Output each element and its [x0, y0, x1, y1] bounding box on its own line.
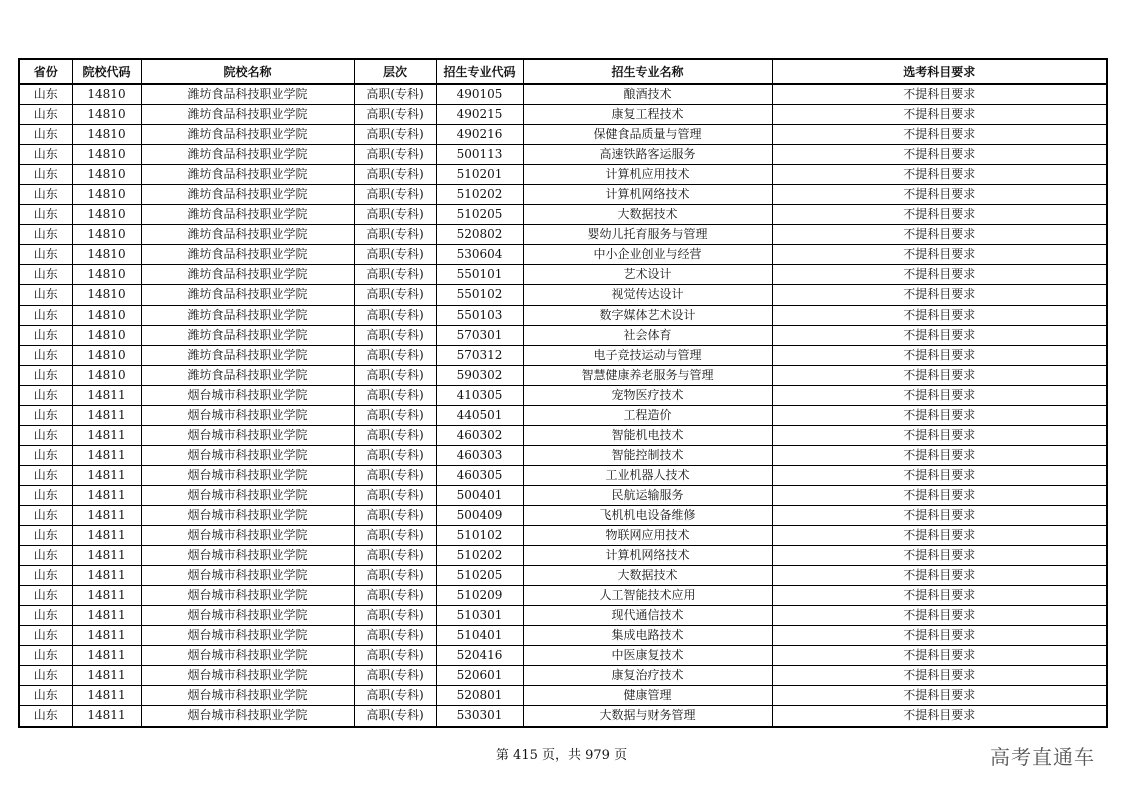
cell-school-code: 14811	[72, 465, 141, 485]
cell-subject-requirement: 不提科目要求	[772, 425, 1107, 445]
cell-major-name: 社会体育	[523, 325, 772, 345]
table-row	[19, 405, 1107, 425]
cell-school-code: 14810	[72, 105, 141, 125]
cell-school-code: 14810	[72, 305, 141, 325]
cell-school-code: 14811	[72, 405, 141, 425]
cell-subject-requirement: 不提科目要求	[772, 84, 1107, 105]
cell-school-code: 14810	[72, 205, 141, 225]
cell-major-name: 视觉传达设计	[523, 285, 772, 305]
cell-major-name: 数字媒体艺术设计	[523, 305, 772, 325]
cell-school-code: 14811	[72, 626, 141, 646]
cell-subject-requirement: 不提科目要求	[772, 145, 1107, 165]
cell-school-name: 潍坊食品科技职业学院	[141, 125, 354, 145]
cell-major-name: 集成电路技术	[523, 626, 772, 646]
table-row	[19, 105, 1107, 125]
cell-school-name: 潍坊食品科技职业学院	[141, 105, 354, 125]
cell-subject-requirement: 不提科目要求	[772, 666, 1107, 686]
table-row	[19, 205, 1107, 225]
cell-school-name: 烟台城市科技职业学院	[141, 425, 354, 445]
cell-school-code: 14810	[72, 365, 141, 385]
cell-major-code: 460303	[436, 445, 523, 465]
cell-school-name: 烟台城市科技职业学院	[141, 706, 354, 727]
cell-level: 高职(专科)	[354, 225, 436, 245]
admission-table	[18, 58, 1108, 728]
cell-subject-requirement: 不提科目要求	[772, 305, 1107, 325]
cell-level: 高职(专科)	[354, 666, 436, 686]
table-row	[19, 686, 1107, 706]
cell-level: 高职(专科)	[354, 445, 436, 465]
cell-level: 高职(专科)	[354, 586, 436, 606]
cell-school-name: 烟台城市科技职业学院	[141, 385, 354, 405]
cell-subject-requirement: 不提科目要求	[772, 385, 1107, 405]
cell-major-name: 康复治疗技术	[523, 666, 772, 686]
cell-major-code: 510202	[436, 546, 523, 566]
cell-school-code: 14811	[72, 686, 141, 706]
cell-subject-requirement: 不提科目要求	[772, 125, 1107, 145]
cell-major-name: 大数据与财务管理	[523, 706, 772, 727]
cell-province: 山东	[19, 626, 72, 646]
cell-level: 高职(专科)	[354, 165, 436, 185]
cell-level: 高职(专科)	[354, 485, 436, 505]
table-row	[19, 566, 1107, 586]
cell-major-name: 智慧健康养老服务与管理	[523, 365, 772, 385]
cell-province: 山东	[19, 145, 72, 165]
cell-school-code: 14810	[72, 225, 141, 245]
table-row	[19, 245, 1107, 265]
cell-major-code: 510202	[436, 185, 523, 205]
cell-school-name: 烟台城市科技职业学院	[141, 505, 354, 525]
cell-major-name: 计算机应用技术	[523, 165, 772, 185]
cell-major-code: 520801	[436, 686, 523, 706]
header-province: 省份	[19, 59, 72, 84]
cell-province: 山东	[19, 566, 72, 586]
cell-school-code: 14810	[72, 345, 141, 365]
cell-school-code: 14811	[72, 385, 141, 405]
cell-major-code: 410305	[436, 385, 523, 405]
cell-school-code: 14810	[72, 325, 141, 345]
cell-school-name: 潍坊食品科技职业学院	[141, 265, 354, 285]
cell-school-code: 14810	[72, 185, 141, 205]
cell-level: 高职(专科)	[354, 285, 436, 305]
table-body	[19, 84, 1107, 727]
cell-school-name: 烟台城市科技职业学院	[141, 485, 354, 505]
cell-major-name: 电子竞技运动与管理	[523, 345, 772, 365]
table-row	[19, 365, 1107, 385]
cell-school-code: 14811	[72, 505, 141, 525]
cell-province: 山东	[19, 485, 72, 505]
cell-province: 山东	[19, 445, 72, 465]
cell-school-code: 14811	[72, 445, 141, 465]
cell-school-name: 潍坊食品科技职业学院	[141, 225, 354, 245]
cell-major-name: 康复工程技术	[523, 105, 772, 125]
cell-subject-requirement: 不提科目要求	[772, 205, 1107, 225]
table-row	[19, 325, 1107, 345]
cell-major-name: 婴幼儿托育服务与管理	[523, 225, 772, 245]
cell-subject-requirement: 不提科目要求	[772, 485, 1107, 505]
cell-level: 高职(专科)	[354, 505, 436, 525]
table-row	[19, 425, 1107, 445]
page-number: 第 415 页，共 979 页	[495, 748, 628, 763]
admission-table-container	[18, 58, 1106, 728]
cell-major-name: 智能控制技术	[523, 445, 772, 465]
table-row	[19, 485, 1107, 505]
cell-school-code: 14811	[72, 706, 141, 727]
cell-major-code: 590302	[436, 365, 523, 385]
table-row	[19, 606, 1107, 626]
cell-level: 高职(专科)	[354, 706, 436, 727]
cell-school-name: 潍坊食品科技职业学院	[141, 285, 354, 305]
cell-level: 高职(专科)	[354, 325, 436, 345]
cell-subject-requirement: 不提科目要求	[772, 626, 1107, 646]
cell-major-code: 440501	[436, 405, 523, 425]
cell-major-name: 物联网应用技术	[523, 526, 772, 546]
cell-major-code: 550102	[436, 285, 523, 305]
cell-school-name: 烟台城市科技职业学院	[141, 666, 354, 686]
cell-school-code: 14811	[72, 546, 141, 566]
table-row	[19, 526, 1107, 546]
cell-major-name: 计算机网络技术	[523, 185, 772, 205]
cell-major-code: 510201	[436, 165, 523, 185]
cell-school-name: 烟台城市科技职业学院	[141, 606, 354, 626]
cell-school-name: 潍坊食品科技职业学院	[141, 205, 354, 225]
cell-school-name: 烟台城市科技职业学院	[141, 686, 354, 706]
cell-province: 山东	[19, 546, 72, 566]
cell-province: 山东	[19, 385, 72, 405]
cell-level: 高职(专科)	[354, 125, 436, 145]
cell-major-code: 530604	[436, 245, 523, 265]
cell-province: 山东	[19, 105, 72, 125]
cell-province: 山东	[19, 205, 72, 225]
cell-major-code: 530301	[436, 706, 523, 727]
cell-major-code: 490216	[436, 125, 523, 145]
cell-level: 高职(专科)	[354, 305, 436, 325]
cell-subject-requirement: 不提科目要求	[772, 225, 1107, 245]
cell-level: 高职(专科)	[354, 105, 436, 125]
table-row	[19, 125, 1107, 145]
cell-level: 高职(专科)	[354, 365, 436, 385]
cell-school-code: 14811	[72, 606, 141, 626]
cell-province: 山东	[19, 465, 72, 485]
table-row	[19, 626, 1107, 646]
cell-school-code: 14810	[72, 165, 141, 185]
cell-subject-requirement: 不提科目要求	[772, 405, 1107, 425]
cell-school-name: 烟台城市科技职业学院	[141, 626, 354, 646]
header-school-name: 院校名称	[141, 59, 354, 84]
cell-school-name: 烟台城市科技职业学院	[141, 646, 354, 666]
cell-subject-requirement: 不提科目要求	[772, 345, 1107, 365]
cell-major-name: 中医康复技术	[523, 646, 772, 666]
cell-province: 山东	[19, 425, 72, 445]
cell-school-name: 潍坊食品科技职业学院	[141, 305, 354, 325]
cell-subject-requirement: 不提科目要求	[772, 365, 1107, 385]
cell-province: 山东	[19, 345, 72, 365]
cell-subject-requirement: 不提科目要求	[772, 185, 1107, 205]
cell-level: 高职(专科)	[354, 265, 436, 285]
cell-major-name: 人工智能技术应用	[523, 586, 772, 606]
table-row	[19, 165, 1107, 185]
cell-school-name: 烟台城市科技职业学院	[141, 546, 354, 566]
cell-major-code: 510209	[436, 586, 523, 606]
cell-subject-requirement: 不提科目要求	[772, 265, 1107, 285]
cell-major-code: 510205	[436, 566, 523, 586]
cell-province: 山东	[19, 84, 72, 105]
cell-province: 山东	[19, 526, 72, 546]
cell-school-name: 潍坊食品科技职业学院	[141, 145, 354, 165]
cell-school-code: 14810	[72, 285, 141, 305]
cell-province: 山东	[19, 586, 72, 606]
cell-province: 山东	[19, 165, 72, 185]
cell-school-name: 潍坊食品科技职业学院	[141, 365, 354, 385]
cell-major-name: 工程造价	[523, 405, 772, 425]
table-row	[19, 84, 1107, 105]
cell-subject-requirement: 不提科目要求	[772, 606, 1107, 626]
table-row	[19, 646, 1107, 666]
cell-level: 高职(专科)	[354, 345, 436, 365]
cell-level: 高职(专科)	[354, 626, 436, 646]
cell-province: 山东	[19, 606, 72, 626]
cell-level: 高职(专科)	[354, 245, 436, 265]
cell-level: 高职(专科)	[354, 606, 436, 626]
cell-province: 山东	[19, 305, 72, 325]
cell-major-code: 490105	[436, 84, 523, 105]
cell-school-name: 烟台城市科技职业学院	[141, 405, 354, 425]
cell-school-code: 14811	[72, 666, 141, 686]
header-major-code: 招生专业代码	[436, 59, 523, 84]
cell-major-name: 高速铁路客运服务	[523, 145, 772, 165]
cell-school-code: 14810	[72, 84, 141, 105]
cell-province: 山东	[19, 505, 72, 525]
cell-major-name: 保健食品质量与管理	[523, 125, 772, 145]
cell-level: 高职(专科)	[354, 405, 436, 425]
cell-major-code: 510205	[436, 205, 523, 225]
table-row	[19, 225, 1107, 245]
cell-subject-requirement: 不提科目要求	[772, 505, 1107, 525]
cell-level: 高职(专科)	[354, 526, 436, 546]
cell-major-name: 计算机网络技术	[523, 546, 772, 566]
cell-level: 高职(专科)	[354, 425, 436, 445]
cell-school-code: 14810	[72, 245, 141, 265]
cell-school-name: 烟台城市科技职业学院	[141, 586, 354, 606]
header-level: 层次	[354, 59, 436, 84]
cell-subject-requirement: 不提科目要求	[772, 706, 1107, 727]
table-header-row	[19, 59, 1107, 84]
cell-level: 高职(专科)	[354, 145, 436, 165]
cell-subject-requirement: 不提科目要求	[772, 445, 1107, 465]
cell-major-code: 500401	[436, 485, 523, 505]
cell-school-code: 14811	[72, 646, 141, 666]
cell-subject-requirement: 不提科目要求	[772, 165, 1107, 185]
cell-subject-requirement: 不提科目要求	[772, 105, 1107, 125]
table-row	[19, 445, 1107, 465]
cell-major-name: 民航运输服务	[523, 485, 772, 505]
cell-major-code: 520601	[436, 666, 523, 686]
cell-subject-requirement: 不提科目要求	[772, 546, 1107, 566]
cell-subject-requirement: 不提科目要求	[772, 245, 1107, 265]
header-school-code: 院校代码	[72, 59, 141, 84]
cell-school-code: 14811	[72, 425, 141, 445]
table-row	[19, 265, 1107, 285]
cell-province: 山东	[19, 125, 72, 145]
cell-major-code: 520416	[436, 646, 523, 666]
cell-major-code: 500409	[436, 505, 523, 525]
cell-province: 山东	[19, 185, 72, 205]
cell-school-name: 潍坊食品科技职业学院	[141, 185, 354, 205]
cell-major-code: 460302	[436, 425, 523, 445]
header-subject-requirement: 选考科目要求	[772, 59, 1107, 84]
cell-subject-requirement: 不提科目要求	[772, 646, 1107, 666]
cell-subject-requirement: 不提科目要求	[772, 285, 1107, 305]
table-row	[19, 385, 1107, 405]
cell-subject-requirement: 不提科目要求	[772, 566, 1107, 586]
cell-school-name: 烟台城市科技职业学院	[141, 465, 354, 485]
cell-school-code: 14811	[72, 485, 141, 505]
cell-level: 高职(专科)	[354, 686, 436, 706]
cell-level: 高职(专科)	[354, 205, 436, 225]
cell-subject-requirement: 不提科目要求	[772, 586, 1107, 606]
cell-subject-requirement: 不提科目要求	[772, 686, 1107, 706]
cell-school-name: 潍坊食品科技职业学院	[141, 325, 354, 345]
table-row	[19, 666, 1107, 686]
cell-major-code: 570312	[436, 345, 523, 365]
cell-province: 山东	[19, 706, 72, 727]
cell-subject-requirement: 不提科目要求	[772, 526, 1107, 546]
cell-school-code: 14810	[72, 125, 141, 145]
cell-level: 高职(专科)	[354, 185, 436, 205]
cell-major-name: 智能机电技术	[523, 425, 772, 445]
cell-major-name: 中小企业创业与经营	[523, 245, 772, 265]
cell-province: 山东	[19, 245, 72, 265]
cell-province: 山东	[19, 265, 72, 285]
cell-major-name: 工业机器人技术	[523, 465, 772, 485]
cell-major-code: 510401	[436, 626, 523, 646]
cell-major-code: 550103	[436, 305, 523, 325]
cell-province: 山东	[19, 646, 72, 666]
cell-major-code: 520802	[436, 225, 523, 245]
cell-school-code: 14810	[72, 145, 141, 165]
cell-major-code: 550101	[436, 265, 523, 285]
cell-major-code: 490215	[436, 105, 523, 125]
cell-major-name: 大数据技术	[523, 205, 772, 225]
table-row	[19, 145, 1107, 165]
cell-province: 山东	[19, 666, 72, 686]
table-row	[19, 285, 1107, 305]
table-row	[19, 706, 1107, 727]
cell-subject-requirement: 不提科目要求	[772, 465, 1107, 485]
table-row	[19, 586, 1107, 606]
cell-school-name: 烟台城市科技职业学院	[141, 566, 354, 586]
cell-major-code: 510301	[436, 606, 523, 626]
cell-school-name: 潍坊食品科技职业学院	[141, 84, 354, 105]
cell-major-name: 酿酒技术	[523, 84, 772, 105]
cell-subject-requirement: 不提科目要求	[772, 325, 1107, 345]
cell-major-code: 460305	[436, 465, 523, 485]
cell-major-code: 500113	[436, 145, 523, 165]
cell-school-name: 烟台城市科技职业学院	[141, 526, 354, 546]
cell-major-name: 健康管理	[523, 686, 772, 706]
cell-school-name: 潍坊食品科技职业学院	[141, 165, 354, 185]
watermark-logo-text: 高考直通车	[990, 745, 1095, 769]
cell-major-name: 大数据技术	[523, 566, 772, 586]
cell-level: 高职(专科)	[354, 465, 436, 485]
cell-major-name: 宠物医疗技术	[523, 385, 772, 405]
cell-level: 高职(专科)	[354, 546, 436, 566]
cell-school-name: 烟台城市科技职业学院	[141, 445, 354, 465]
table-row	[19, 305, 1107, 325]
cell-major-name: 飞机机电设备维修	[523, 505, 772, 525]
cell-school-code: 14811	[72, 566, 141, 586]
cell-province: 山东	[19, 686, 72, 706]
table-row	[19, 185, 1107, 205]
header-major-name: 招生专业名称	[523, 59, 772, 84]
cell-major-code: 570301	[436, 325, 523, 345]
cell-school-name: 潍坊食品科技职业学院	[141, 245, 354, 265]
table-row	[19, 345, 1107, 365]
table-row	[19, 505, 1107, 525]
cell-province: 山东	[19, 285, 72, 305]
cell-province: 山东	[19, 365, 72, 385]
cell-major-name: 现代通信技术	[523, 606, 772, 626]
cell-level: 高职(专科)	[354, 385, 436, 405]
cell-province: 山东	[19, 405, 72, 425]
cell-province: 山东	[19, 225, 72, 245]
table-row	[19, 465, 1107, 485]
cell-major-code: 510102	[436, 526, 523, 546]
table-row	[19, 546, 1107, 566]
cell-province: 山东	[19, 325, 72, 345]
cell-level: 高职(专科)	[354, 566, 436, 586]
cell-school-code: 14810	[72, 265, 141, 285]
cell-school-code: 14811	[72, 586, 141, 606]
cell-school-name: 潍坊食品科技职业学院	[141, 345, 354, 365]
cell-level: 高职(专科)	[354, 84, 436, 105]
cell-school-code: 14811	[72, 526, 141, 546]
cell-major-name: 艺术设计	[523, 265, 772, 285]
cell-level: 高职(专科)	[354, 646, 436, 666]
